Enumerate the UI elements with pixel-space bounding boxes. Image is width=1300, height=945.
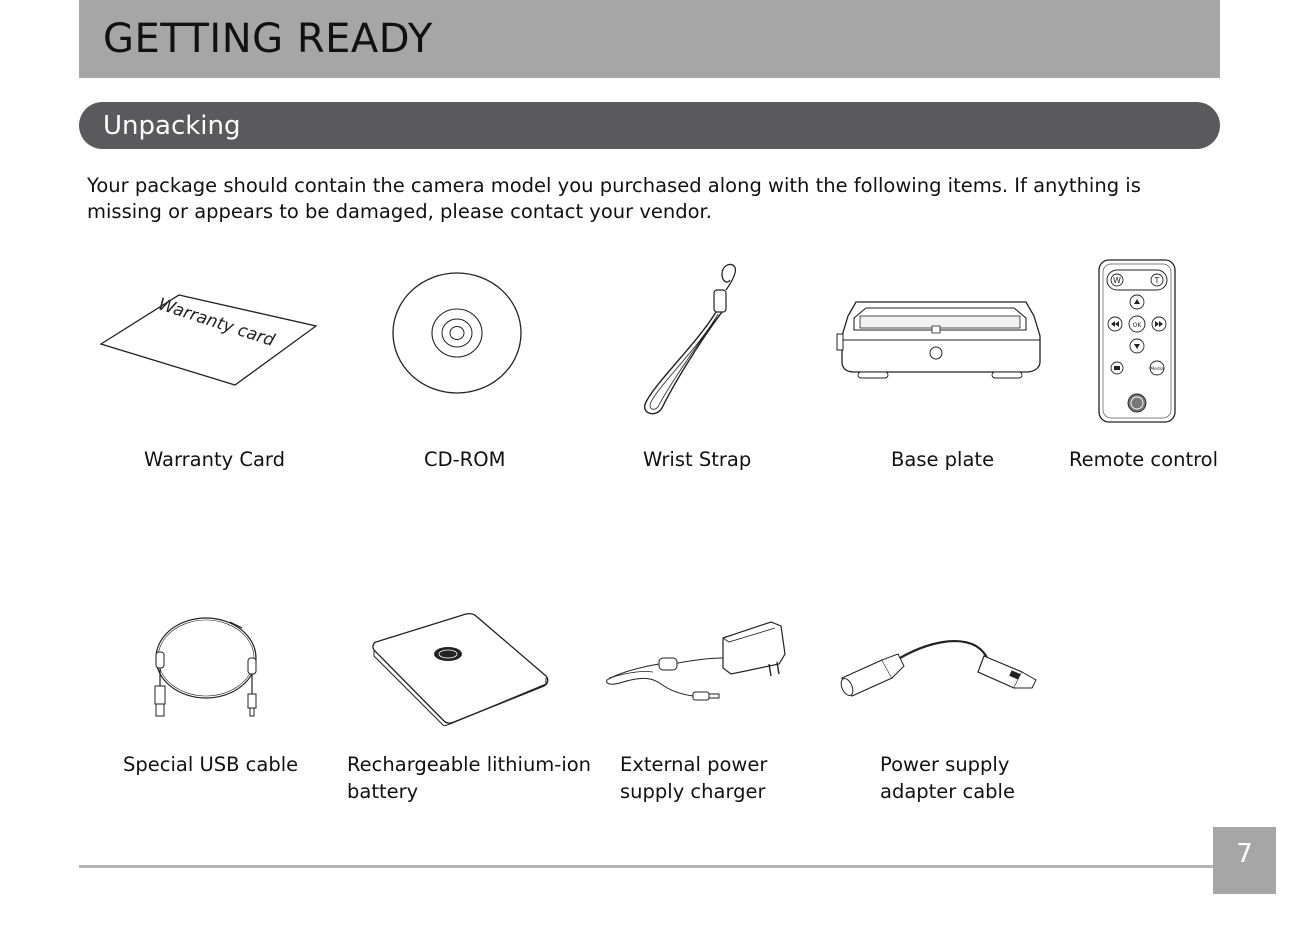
section-title: Unpacking [103,111,241,141]
remote-control-icon [1097,258,1177,424]
footer-divider [79,865,1214,868]
warranty-card-icon [98,292,320,388]
title-bar [79,0,1220,78]
page-title: GETTING READY [103,16,433,62]
svg-text:Media: Media [1150,367,1164,372]
warranty-card-text: Warranty card [155,294,278,351]
page-number-box [1213,827,1276,894]
item-label-line2: adapter cable [880,780,1015,803]
section-bar [79,102,1220,149]
base-plate-icon [836,296,1044,382]
svg-text:W: W [1113,276,1121,285]
svg-text:OK: OK [1132,322,1142,329]
adapter-cable-icon [838,632,1042,704]
battery-icon [370,612,552,726]
power-charger-icon [603,618,789,706]
item-label: Wrist Strap [643,448,752,471]
intro-paragraph: Your package should contain the camera model you purchased along with the following items. If anything is missing or appears to be damaged, please contact your vendor. [87,174,1141,223]
cd-rom-icon [390,270,524,396]
item-label: Power supply [880,753,1010,776]
item-label: Rechargeable lithium-ion [347,753,592,776]
usb-cable-icon [148,612,268,722]
wrist-strap-icon [638,262,748,418]
item-label: Remote control [1069,448,1219,471]
svg-text:T: T [1154,276,1160,285]
item-label: Warranty Card [144,448,285,471]
item-label: CD-ROM [424,448,506,471]
item-label: Base plate [891,448,995,471]
item-label-line2: battery [347,780,419,803]
item-label: Special USB cable [123,753,299,776]
item-label: External power [620,753,768,776]
page-number: 7 [1236,839,1253,869]
item-label-line2: supply charger [620,780,766,803]
